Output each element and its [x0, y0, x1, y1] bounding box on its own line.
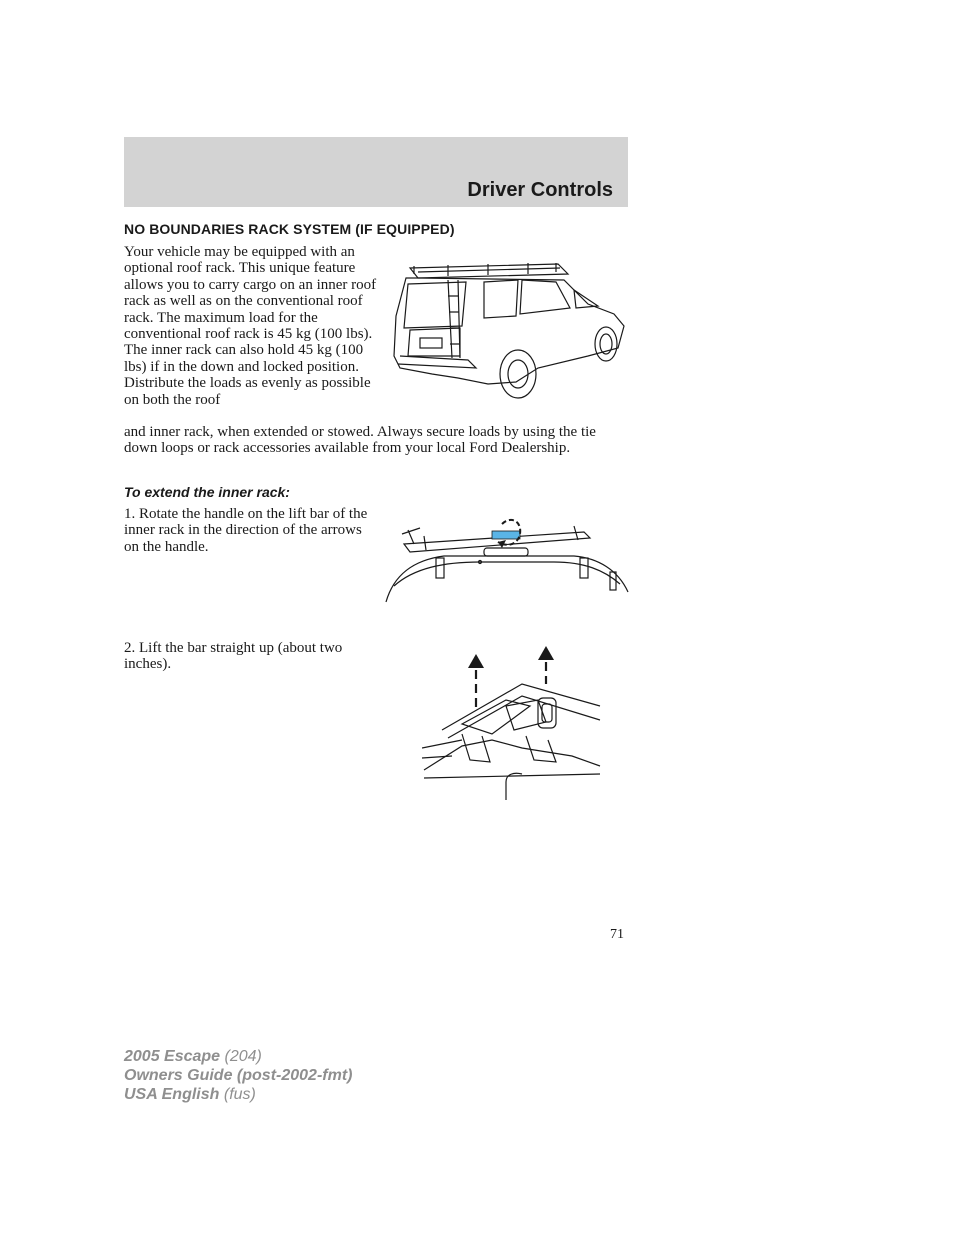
header-title: Driver Controls: [467, 179, 613, 201]
footer-model-code: (204): [224, 1048, 262, 1065]
footer-language-code: (fus): [223, 1086, 256, 1103]
step-2-text: 2. Lift the bar straight up (about two inches).: [124, 640, 343, 673]
footer-model: 2005 Escape: [124, 1048, 221, 1065]
rack-lift-bar-illustration: [422, 644, 602, 804]
section-heading: NO BOUNDARIES RACK SYSTEM (IF EQUIPPED): [124, 221, 455, 237]
intro-paragraph-full: and inner rack, when extended or stowed. Always secure loads by using the tie down loops or rack accessories available from your local Ford Dealership.: [124, 424, 596, 457]
footer-line-language: [124, 1085, 352, 1104]
footer-language: USA English: [124, 1086, 220, 1103]
footer-line-model: [124, 1047, 352, 1066]
header-band: [124, 137, 628, 207]
footer: [124, 1047, 352, 1104]
intro-paragraph-wrapped: Your vehicle may be equipped with an optional roof rack. This unique feature allows you to carry cargo on an inner roof rack as well as on the conventional roof rack. The maximum load for the conventional roof rack is 45 kg (100 lbs). The inner rack can also hold 45 kg (100 lbs) if in the down and locked position. Distribute the loads as evenly as possible on both the roof: [124, 244, 377, 408]
step-1-text: 1. Rotate the handle on the lift bar of the inner rack in the direction of the arrows on the handle.: [124, 506, 368, 555]
rack-handle-rotate-illustration: [384, 514, 630, 606]
suv-roof-rack-illustration: [388, 256, 628, 406]
footer-line-guide: [124, 1066, 352, 1085]
footer-guide: Owners Guide (post-2002-fmt): [124, 1067, 353, 1084]
page-number: 71: [610, 927, 624, 942]
extend-heading: To extend the inner rack:: [124, 484, 290, 500]
